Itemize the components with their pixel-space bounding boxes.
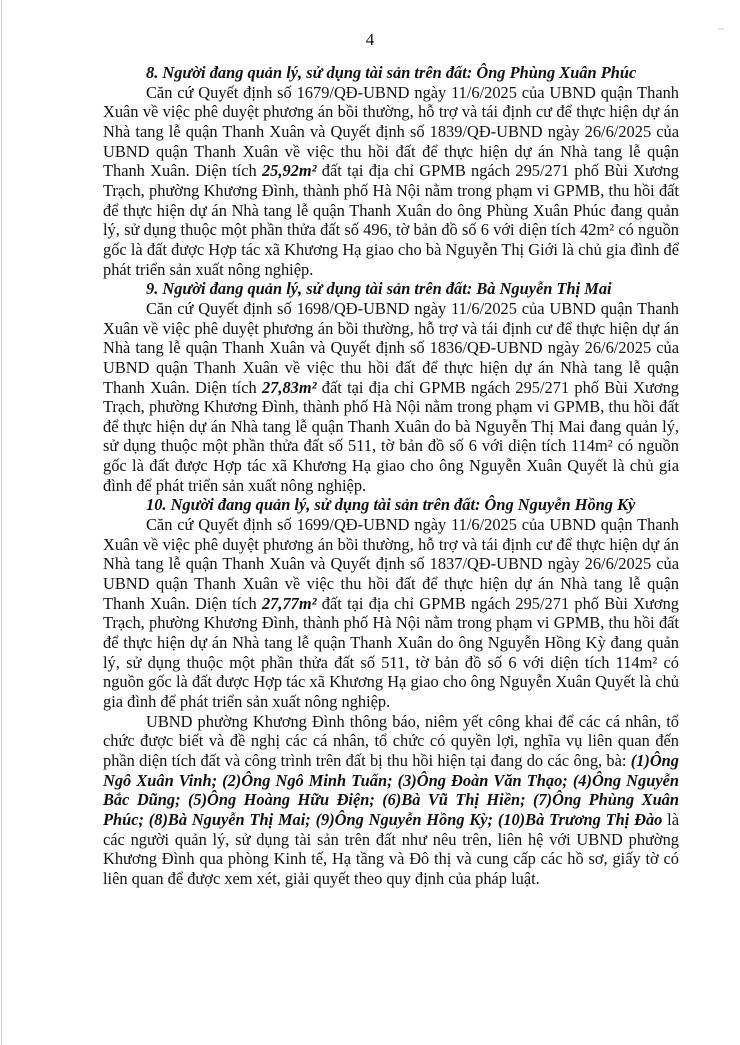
closing-intro: UBND phường Khương Đình thông báo, niêm yết công khai để các cá nhân, tổ chức được biết và đề nghị các cá nhân, tổ chức có quyền lợi, nghĩa vụ liên quan đến phần diện tích đất và công trình trên đất bị thu hồi hiện tại đang do các ông, bà:: [103, 711, 679, 770]
paragraph-text: Căn cứ Quyết định số 1679/QĐ-UBND ngày 11/6/2025 của UBND quận Thanh Xuân về việc phê duyệt phương án bồi thường, hỗ trợ và tái định cư để thực hiện dự án Nhà tang lễ quận Thanh Xuân và Quyết định số 1839/QĐ-UBND ngày 26/6/2025 của UBND quận Thanh Xuân về việc thu hồi đất để thực hiện dự án Nhà tang lễ quận Thanh Xuân. Diện tích: [103, 82, 679, 181]
closing-names-list: (1)Ông Ngô Xuân Vinh; (2)Ông Ngô Minh Tuấn; (3)Ông Đoàn Văn Thạo; (4)Ông Nguyễn Bắc Dũng; (5)Ông Hoàng Hữu Điện; (6)Bà Vũ Thị Hiền; (7)Ông Phùng Xuân Phúc; (8)Bà Nguyễn Thị Mai; (9)Ông Nguyễn Hồng Kỳ; (10)Bà Trương Thị Đào: [103, 750, 679, 829]
paragraph-text: đất tại địa chỉ GPMB ngách 295/271 phố Bùi Xương Trạch, phường Khương Đình, thành phố Hà Nội nằm trong phạm vi GPMB, thu hồi đất để thực hiện dự án Nhà tang lễ quận Thanh Xuân do bà Nguyễn Thị Mai đang quản lý, sử dụng thuộc một phần thửa đất số 511, tờ bản đồ số 6 với diện tích 114m² có nguồn gốc là đất được Hợp tác xã Khương Hạ giao cho ông Nguyễn Xuân Quyết là chủ gia đình để phát triển sản xuất nông nghiệp.: [103, 377, 679, 495]
section-paragraph: [103, 515, 679, 712]
paragraph-text: Căn cứ Quyết định số 1699/QĐ-UBND ngày 11/6/2025 của UBND quận Thanh Xuân về việc phê duyệt phương án bồi thường, hỗ trợ và tái định cư để thực hiện dự án Nhà tang lễ quận Thanh Xuân và Quyết định số 1837/QĐ-UBND ngày 26/6/2025 của UBND quận Thanh Xuân về việc thu hồi đất để thực hiện dự án Nhà tang lễ quận Thanh Xuân. Diện tích: [103, 515, 679, 613]
area-value: 27,83m²: [261, 377, 317, 397]
paragraph-text: đất tại địa chỉ GPMB ngách 295/271 phố Bùi Xương Trạch, phường Khương Đình, thành phố Hà Nội nằm trong phạm vi GPMB, thu hồi đất để thực hiện dự án Nhà tang lễ quận Thanh Xuân do ông Nguyễn Hồng Kỳ đang quản lý, sử dụng thuộc một phần thửa đất số 511, tờ bản đồ số 6 với diện tích 114m² có nguồn gốc là đất được Hợp tác xã Khương Hạ giao cho ông Nguyễn Xuân Quyết là chủ gia đình để phát triển sản xuất nông nghiệp.: [103, 593, 679, 711]
closing-paragraph: [103, 712, 679, 889]
paragraph-text: Căn cứ Quyết định số 1698/QĐ-UBND ngày 11/6/2025 của UBND quận Thanh Xuân về việc phê duyệt phương án bồi thường, hỗ trợ và tái định cư để thực hiện dự án Nhà tang lễ quận Thanh Xuân và Quyết định số 1836/QĐ-UBND ngày 26/6/2025 của UBND quận Thanh Xuân về việc thu hồi đất để thực hiện dự án Nhà tang lễ quận Thanh Xuân. Diện tích: [103, 298, 679, 397]
section-10: [103, 495, 679, 711]
closing-outro: là các người quản lý, sử dụng tài sản trên đất như nêu trên, liên hệ với UBND phường Khương Đình qua phòng Kinh tế, Hạ tầng và Đô thị và cung cấp các hồ sơ, giấy tờ có liên quan để được xem xét, giải quyết theo quy định của pháp luật.: [103, 809, 679, 888]
section-8: [103, 63, 679, 279]
section-paragraph: [103, 299, 679, 496]
page-number: 4: [365, 30, 375, 49]
section-heading: 9. Người đang quản lý, sử dụng tài sản trên đất: Bà Nguyễn Thị Mai: [146, 279, 612, 299]
area-value: 25,92m²: [261, 161, 317, 181]
paragraph-text: đất tại địa chỉ GPMB ngách 295/271 phố Bùi Xương Trạch, phường Khương Đình, thành phố Hà Nội nằm trong phạm vi GPMB, thu hồi đất để thực hiện dự án Nhà tang lễ quận Thanh Xuân do ông Phùng Xuân Phúc đang quản lý, sử dụng thuộc một phần thửa đất số 496, tờ bản đồ số 6 với diện tích 42m² có nguồn gốc là đất được Hợp tác xã Khương Hạ giao cho bà Nguyễn Thị Giới là chủ gia đình để phát triển sản xuất nông nghiệp.: [103, 161, 679, 279]
section-heading: 8. Người đang quản lý, sử dụng tài sản trên đất: Ông Phùng Xuân Phúc: [146, 63, 637, 82]
document-body: [103, 63, 679, 889]
section-9: [103, 279, 679, 495]
section-paragraph: [103, 83, 679, 280]
section-heading: 10. Người đang quản lý, sử dụng tài sản trên đất: Ông Nguyễn Hồng Kỳ: [146, 495, 636, 515]
area-value: 27,77m²: [261, 593, 317, 613]
page-edge: [1, 0, 2, 1045]
